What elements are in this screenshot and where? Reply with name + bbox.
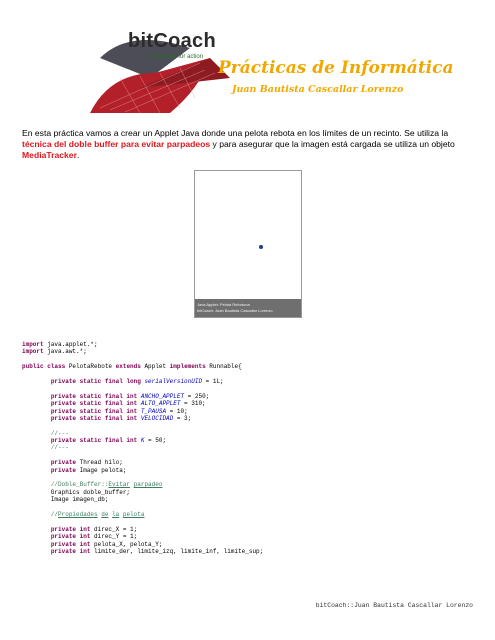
- brand-tagline: knowledge for action: [148, 54, 204, 60]
- page-title: Prácticas de Informática: [218, 58, 454, 78]
- code-line: private static final long serialVersionUID = 1L;: [50, 377, 224, 385]
- code-line: [22, 356, 263, 363]
- intro-text-3: .: [76, 150, 80, 160]
- code-line: [22, 518, 263, 525]
- brand-name: bitCoach: [128, 30, 216, 52]
- code-line: [22, 422, 263, 429]
- page-footer: bitCoach::Juan Bautista Cascallar Lorenzo: [315, 602, 473, 609]
- code-line: private int pelota_X, pelota_Y;: [50, 540, 163, 548]
- applet-status-line-1: Java Applet: Pelota Rebotona: [197, 302, 250, 307]
- code-line: Graphics doble_buffer;: [22, 488, 131, 496]
- intro-text-2: y para asegurar que la imagen está cargada se utiliza un objeto: [210, 139, 455, 149]
- code-line: private static final int K = 50;: [50, 437, 167, 445]
- code-line: import java.awt.*;: [22, 348, 87, 356]
- code-line: private int direc_Y = 1;: [50, 533, 138, 541]
- intro-highlight-double-buffer: técnica del doble buffer para evitar parpadeos: [22, 139, 211, 149]
- code-line: //Doble_Buffer::Evitar parpadeo: [50, 481, 163, 489]
- intro-paragraph: [22, 128, 477, 161]
- code-block: [22, 341, 263, 555]
- code-line: [22, 371, 263, 378]
- code-line: [22, 504, 263, 511]
- intro-highlight-mediatracker: MediaTracker: [22, 150, 77, 160]
- code-line: private int limite_der, limite_izq, limite_inf, limite_sup;: [50, 547, 264, 555]
- code-line: private Thread hilo;: [50, 459, 123, 467]
- code-line: private static final int VELOCIDAD = 3;: [50, 414, 192, 422]
- applet-status-line-2: bitCoach: Juan Bautista Cascallar Lorenzo: [197, 308, 273, 313]
- code-line: //---: [50, 429, 69, 437]
- intro-text-1: En esta práctica vamos a crear un Applet Java donde una pelota rebota en los límites de un recinto. Se utiliza la: [22, 128, 449, 138]
- code-line: public class PelotaRebote extends Applet implements Runnable{: [22, 363, 242, 371]
- applet-status-bar: [195, 299, 301, 317]
- code-line: [22, 385, 263, 392]
- author-name: Juan Bautista Cascallar Lorenzo: [232, 84, 404, 95]
- applet-window: [194, 170, 302, 318]
- code-line: import java.applet.*;: [22, 341, 98, 348]
- code-line: private Image pelota;: [50, 466, 127, 474]
- code-line: [22, 452, 263, 459]
- code-line: [22, 474, 263, 481]
- code-line: Image imagen_db;: [22, 496, 109, 504]
- code-line: //Propiedades de la pelota: [50, 510, 145, 518]
- code-line: private static final int T_PAUSA = 10;: [50, 407, 188, 415]
- ball-icon: [259, 245, 263, 249]
- code-line: private int direc_X = 1;: [50, 525, 138, 533]
- code-line: private static final int ANCHO_APPLET = 250;: [50, 392, 210, 400]
- code-line: //---: [50, 444, 69, 452]
- code-line: private static final int ALTO_APPLET = 310;: [50, 400, 206, 408]
